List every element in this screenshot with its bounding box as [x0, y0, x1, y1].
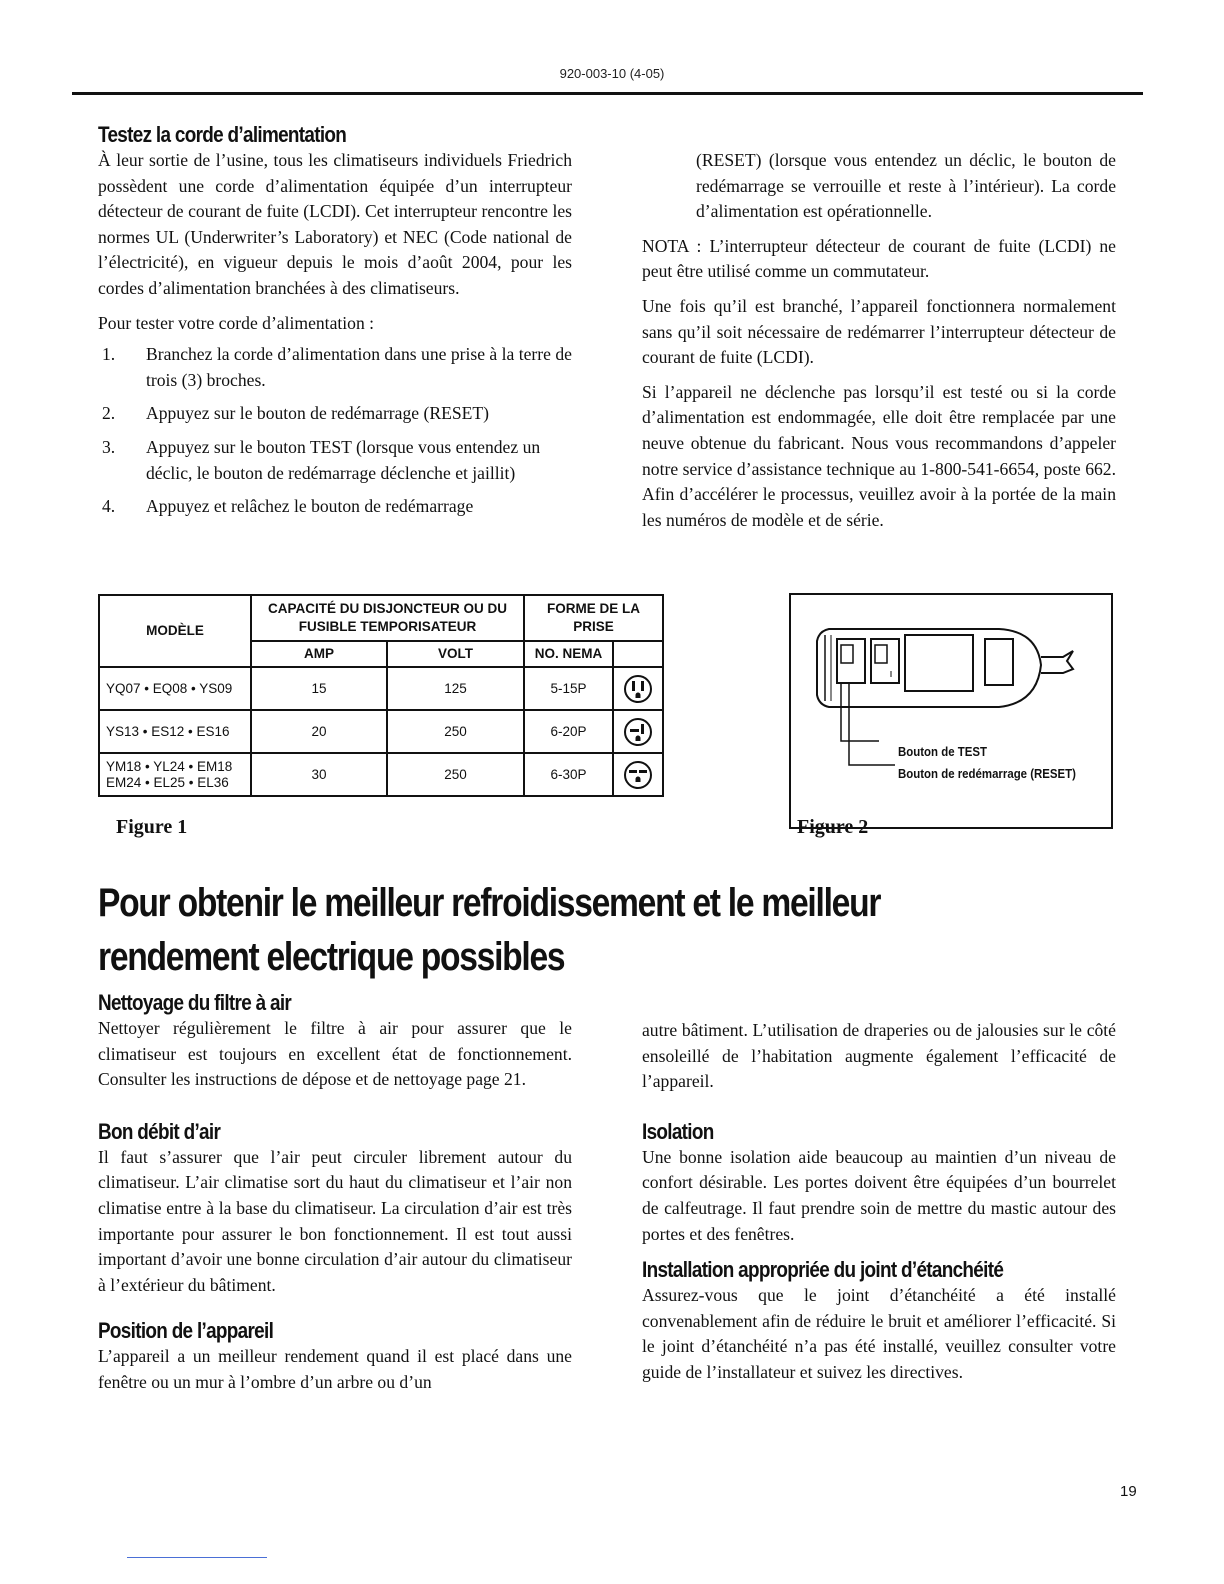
lcdi-section-right: [642, 148, 1116, 533]
volt-cell: 125: [387, 667, 524, 710]
document-code: 920-003-10 (4-05): [559, 66, 665, 81]
plug-6-30p-icon: [623, 760, 653, 790]
position-text: L’appareil a un meilleur rendement quand il est placé dans une fenêtre ou un mur à l’ombre d’un arbre ou d’un: [98, 1346, 572, 1392]
lcdi-steps: [98, 342, 572, 520]
test-button-label: Bouton de TEST: [898, 744, 987, 759]
cooling-left-column: [98, 990, 572, 1396]
figure-2-caption: Figure 2: [797, 816, 869, 838]
table-row: [99, 753, 663, 796]
table-row: [99, 710, 663, 753]
footer-rule: [127, 1557, 267, 1558]
main-heading: Pour obtenir le meilleur refroidissement et le meilleur rendement electrique possibles: [98, 881, 881, 979]
header-amp: AMP: [251, 641, 387, 667]
lcdi-plug-illustration: [791, 595, 1111, 827]
lcdi-lead: Pour tester votre corde d’alimentation :: [98, 312, 375, 333]
lcdi-nota: NOTA : L’interrupteur détecteur de courant de fuite (LCDI) ne peut être utilisé comme un commutateur.: [642, 235, 1116, 282]
step-item: 3. Appuyez sur le bouton TEST (lorsque vous entendez un déclic, le bouton de redémarrage déclenche et jaillit): [102, 436, 541, 483]
airflow-text: Il faut s’assurer que l’air peut circuler librement autour du climatiseur. L’air climatise sort du haut du climatiseur et l’air non climatise entre à la base du climatiseur. La circulation d’air est très importante pour assurer le bon fonctionnement. Il est tout aussi important d’avoir une bonne circulation d’air autour du climatiseur à l’extérieur du bâtiment.: [98, 1146, 572, 1295]
filter-text: Nettoyer régulièrement le filtre à air pour assurer que le climatiseur est toujours en excellent état de fonctionnement. Consulter les instructions de dépose et de nettoyage page 21.: [98, 1018, 572, 1090]
step4-continued: (RESET) (lorsque vous entendez un déclic, le bouton de redémarrage se verrouille et reste à l’intérieur). La corde d’alimentation est opérationnelle.: [696, 150, 1116, 222]
model-cell: YM18 • YL24 • EM18 EM24 • EL25 • EL36: [99, 753, 251, 796]
plug-cell: [613, 667, 663, 710]
lcdi-para2: Une fois qu’il est branché, l’appareil fonctionnera normalement sans qu’il soit nécessaire de redémarrer l’interrupteur détecteur de courant de fuite (LCDI).: [642, 295, 1116, 368]
figure-1-caption: Figure 1: [116, 816, 188, 838]
lcdi-section-left: [98, 122, 572, 528]
nema-cell: 5-15P: [524, 667, 613, 710]
specs-table: [98, 594, 664, 797]
header-rule: [72, 92, 1143, 95]
step-item: 4. Appuyez et relâchez le bouton de redémarrage: [102, 496, 474, 517]
table-row: [99, 667, 663, 710]
header-form: FORME DE LA PRISE: [524, 595, 663, 641]
header-volt: VOLT: [387, 641, 524, 667]
seal-text: Assurez-vous que le joint d’étanchéité a été installé convenablement afin de réduire le bruit et améliorer l’efficacité. Si le joint d’étanchéité n’a pas été installé, veuillez consulter votre guide de l’installateur et suivez les directives.: [642, 1285, 1116, 1382]
plug-5-15p-icon: [623, 674, 653, 704]
amp-cell: 30: [251, 753, 387, 796]
filter-title: Nettoyage du filtre à air: [98, 990, 292, 1015]
step-item: 1. Branchez la corde d’alimentation dans une prise à la terre de trois (3) broches.: [102, 344, 572, 390]
volt-cell: 250: [387, 753, 524, 796]
position-title: Position de l’appareil: [98, 1318, 274, 1344]
page-number: 19: [1120, 1483, 1137, 1500]
lcdi-para3: Si l’appareil ne déclenche pas lorsqu’il est testé ou si la corde d’alimentation est endommagée, elle doit être remplacée par une neuve obtenue du fabricant. Nous vous recommandons d’appeler notre service d’assistance technique au 1-800-541-6654, poste 662. Afin d’accélérer le processus, veuillez avoir à la portée de la main les numéros de modèle et de série.: [642, 381, 1116, 530]
model-cell: YS13 • ES12 • ES16: [99, 710, 251, 753]
plug-cell: [613, 710, 663, 753]
model-cell: YQ07 • EQ08 • YS09: [99, 667, 251, 710]
plug-6-20p-icon: [623, 717, 653, 747]
nema-cell: 6-20P: [524, 710, 613, 753]
nema-cell: 6-30P: [524, 753, 613, 796]
step-item: 2. Appuyez sur le bouton de redémarrage (RESET): [102, 403, 489, 424]
airflow-title: Bon débit d’air: [98, 1118, 221, 1144]
header-nema: NO. NEMA: [524, 641, 613, 667]
figure-2-frame: [789, 593, 1113, 829]
header-plug-blank: [613, 641, 663, 667]
isolation-text: Une bonne isolation aide beaucoup au maintien d’un niveau de confort désirable. Les portes doivent être équipées d’un bourrelet de calfeutrage. Il faut prendre soin de mettre du mastic autour des portes et des fenêtres.: [642, 1146, 1116, 1244]
seal-title: Installation appropriée du joint d’étanchéité: [642, 1257, 1004, 1283]
amp-cell: 20: [251, 710, 387, 753]
header-capacity: CAPACITÉ DU DISJONCTEUR OU DU FUSIBLE TEMPORISATEUR: [251, 595, 524, 641]
position-text-continued: autre bâtiment. L’utilisation de draperies ou de jalousies sur le côté ensoleillé de l’habitation augmente également l’efficacité de l’appareil.: [642, 1020, 1116, 1092]
header-model: MODÈLE: [99, 595, 251, 667]
reset-button-label: Bouton de redémarrage (RESET): [898, 766, 1076, 781]
plug-cell: [613, 753, 663, 796]
amp-cell: 15: [251, 667, 387, 710]
lcdi-intro: À leur sortie de l’usine, tous les climatiseurs individuels Friedrich possèdent une corde d’alimentation équipée d’un interrupteur détecteur de courant de fuite (LCDI). Cet interrupteur rencontre les normes UL (Underwriter’s Laboratory) et NEC (Code national de l’électricité), en vigueur depuis le mois d’août 2004, pour les cordes d’alimentation branchées à des climatiseurs.: [98, 150, 572, 298]
isolation-title: Isolation: [642, 1118, 714, 1144]
lcdi-section-title: Testez la corde d’alimentation: [98, 122, 347, 147]
cooling-right-column: [642, 1018, 1116, 1386]
volt-cell: 250: [387, 710, 524, 753]
